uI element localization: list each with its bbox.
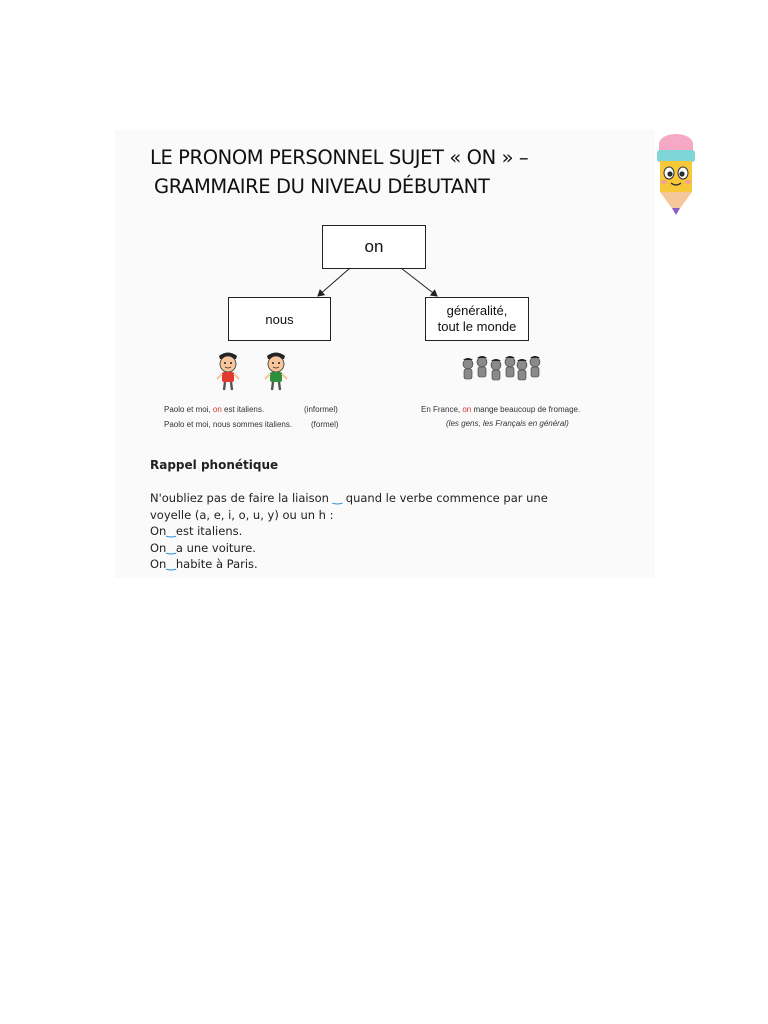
section-heading: Rappel phonétique xyxy=(150,458,279,472)
diagram-left-label: nous xyxy=(265,311,294,327)
register-tag-informal: (informel) xyxy=(304,405,338,414)
paragraph-text: quand le verbe commence par une xyxy=(342,491,548,505)
example-text: En France, xyxy=(421,405,463,414)
pencil-mascot-icon xyxy=(652,130,700,220)
diagram-right-label-1: généralité, xyxy=(446,303,508,318)
liaison-paragraph xyxy=(150,490,630,573)
liaison-rest: habite à Paris. xyxy=(175,557,258,571)
paragraph-text: N'oubliez pas de faire la liaison xyxy=(150,491,333,505)
liaison-rest: est italiens. xyxy=(175,524,243,538)
example-left-formal xyxy=(164,420,339,429)
paragraph-line-2: voyelle (a, e, i, o, u, y) ou un h : xyxy=(150,507,334,522)
diagram-right-label-2: tout le monde xyxy=(437,319,517,334)
diagram-box-nous xyxy=(228,297,331,341)
example-text: Paolo et moi, xyxy=(164,405,213,414)
example-left-informal xyxy=(164,405,338,414)
register-tag-formal: (formel) xyxy=(311,420,339,429)
liaison-mark: ‿ xyxy=(166,540,176,555)
example-on-highlight: on xyxy=(462,405,472,414)
liaison-word: On xyxy=(150,557,167,571)
boy-red-shirt-icon xyxy=(217,353,239,391)
boy-green-shirt-icon xyxy=(265,353,287,391)
page-title xyxy=(150,143,620,201)
liaison-word: On xyxy=(150,540,167,555)
liaison-mark: ‿ xyxy=(332,491,343,505)
crowd-icon xyxy=(460,354,544,388)
liaison-example xyxy=(150,556,630,573)
title-line-1: LE PRONOM PERSONNEL SUJET « ON » – xyxy=(150,146,529,169)
diagram-box-generalite xyxy=(425,297,529,341)
title-line-2: GRAMMAIRE DU NIVEAU DÉBUTANT xyxy=(154,175,490,198)
diagram-root-label: on xyxy=(364,237,384,256)
example-text: Paolo et moi, nous sommes italiens. xyxy=(164,420,293,429)
liaison-example xyxy=(150,523,630,540)
liaison-mark: ‿ xyxy=(166,524,176,538)
liaison-word: On xyxy=(150,524,167,538)
example-on-highlight: on xyxy=(212,405,222,414)
paragraph-line-1 xyxy=(150,490,630,507)
example-text-end: mange beaucoup de fromage. xyxy=(471,405,581,414)
liaison-rest: a une voiture. xyxy=(175,540,256,555)
example-right xyxy=(421,405,580,414)
example-right-note: (les gens, les Français en général) xyxy=(446,419,569,428)
two-kids-illustration xyxy=(208,350,304,392)
example-text-end: est italiens. xyxy=(221,405,265,414)
liaison-example xyxy=(150,540,630,557)
liaison-mark: ‿ xyxy=(166,557,176,571)
diagram-box-on xyxy=(322,225,426,269)
